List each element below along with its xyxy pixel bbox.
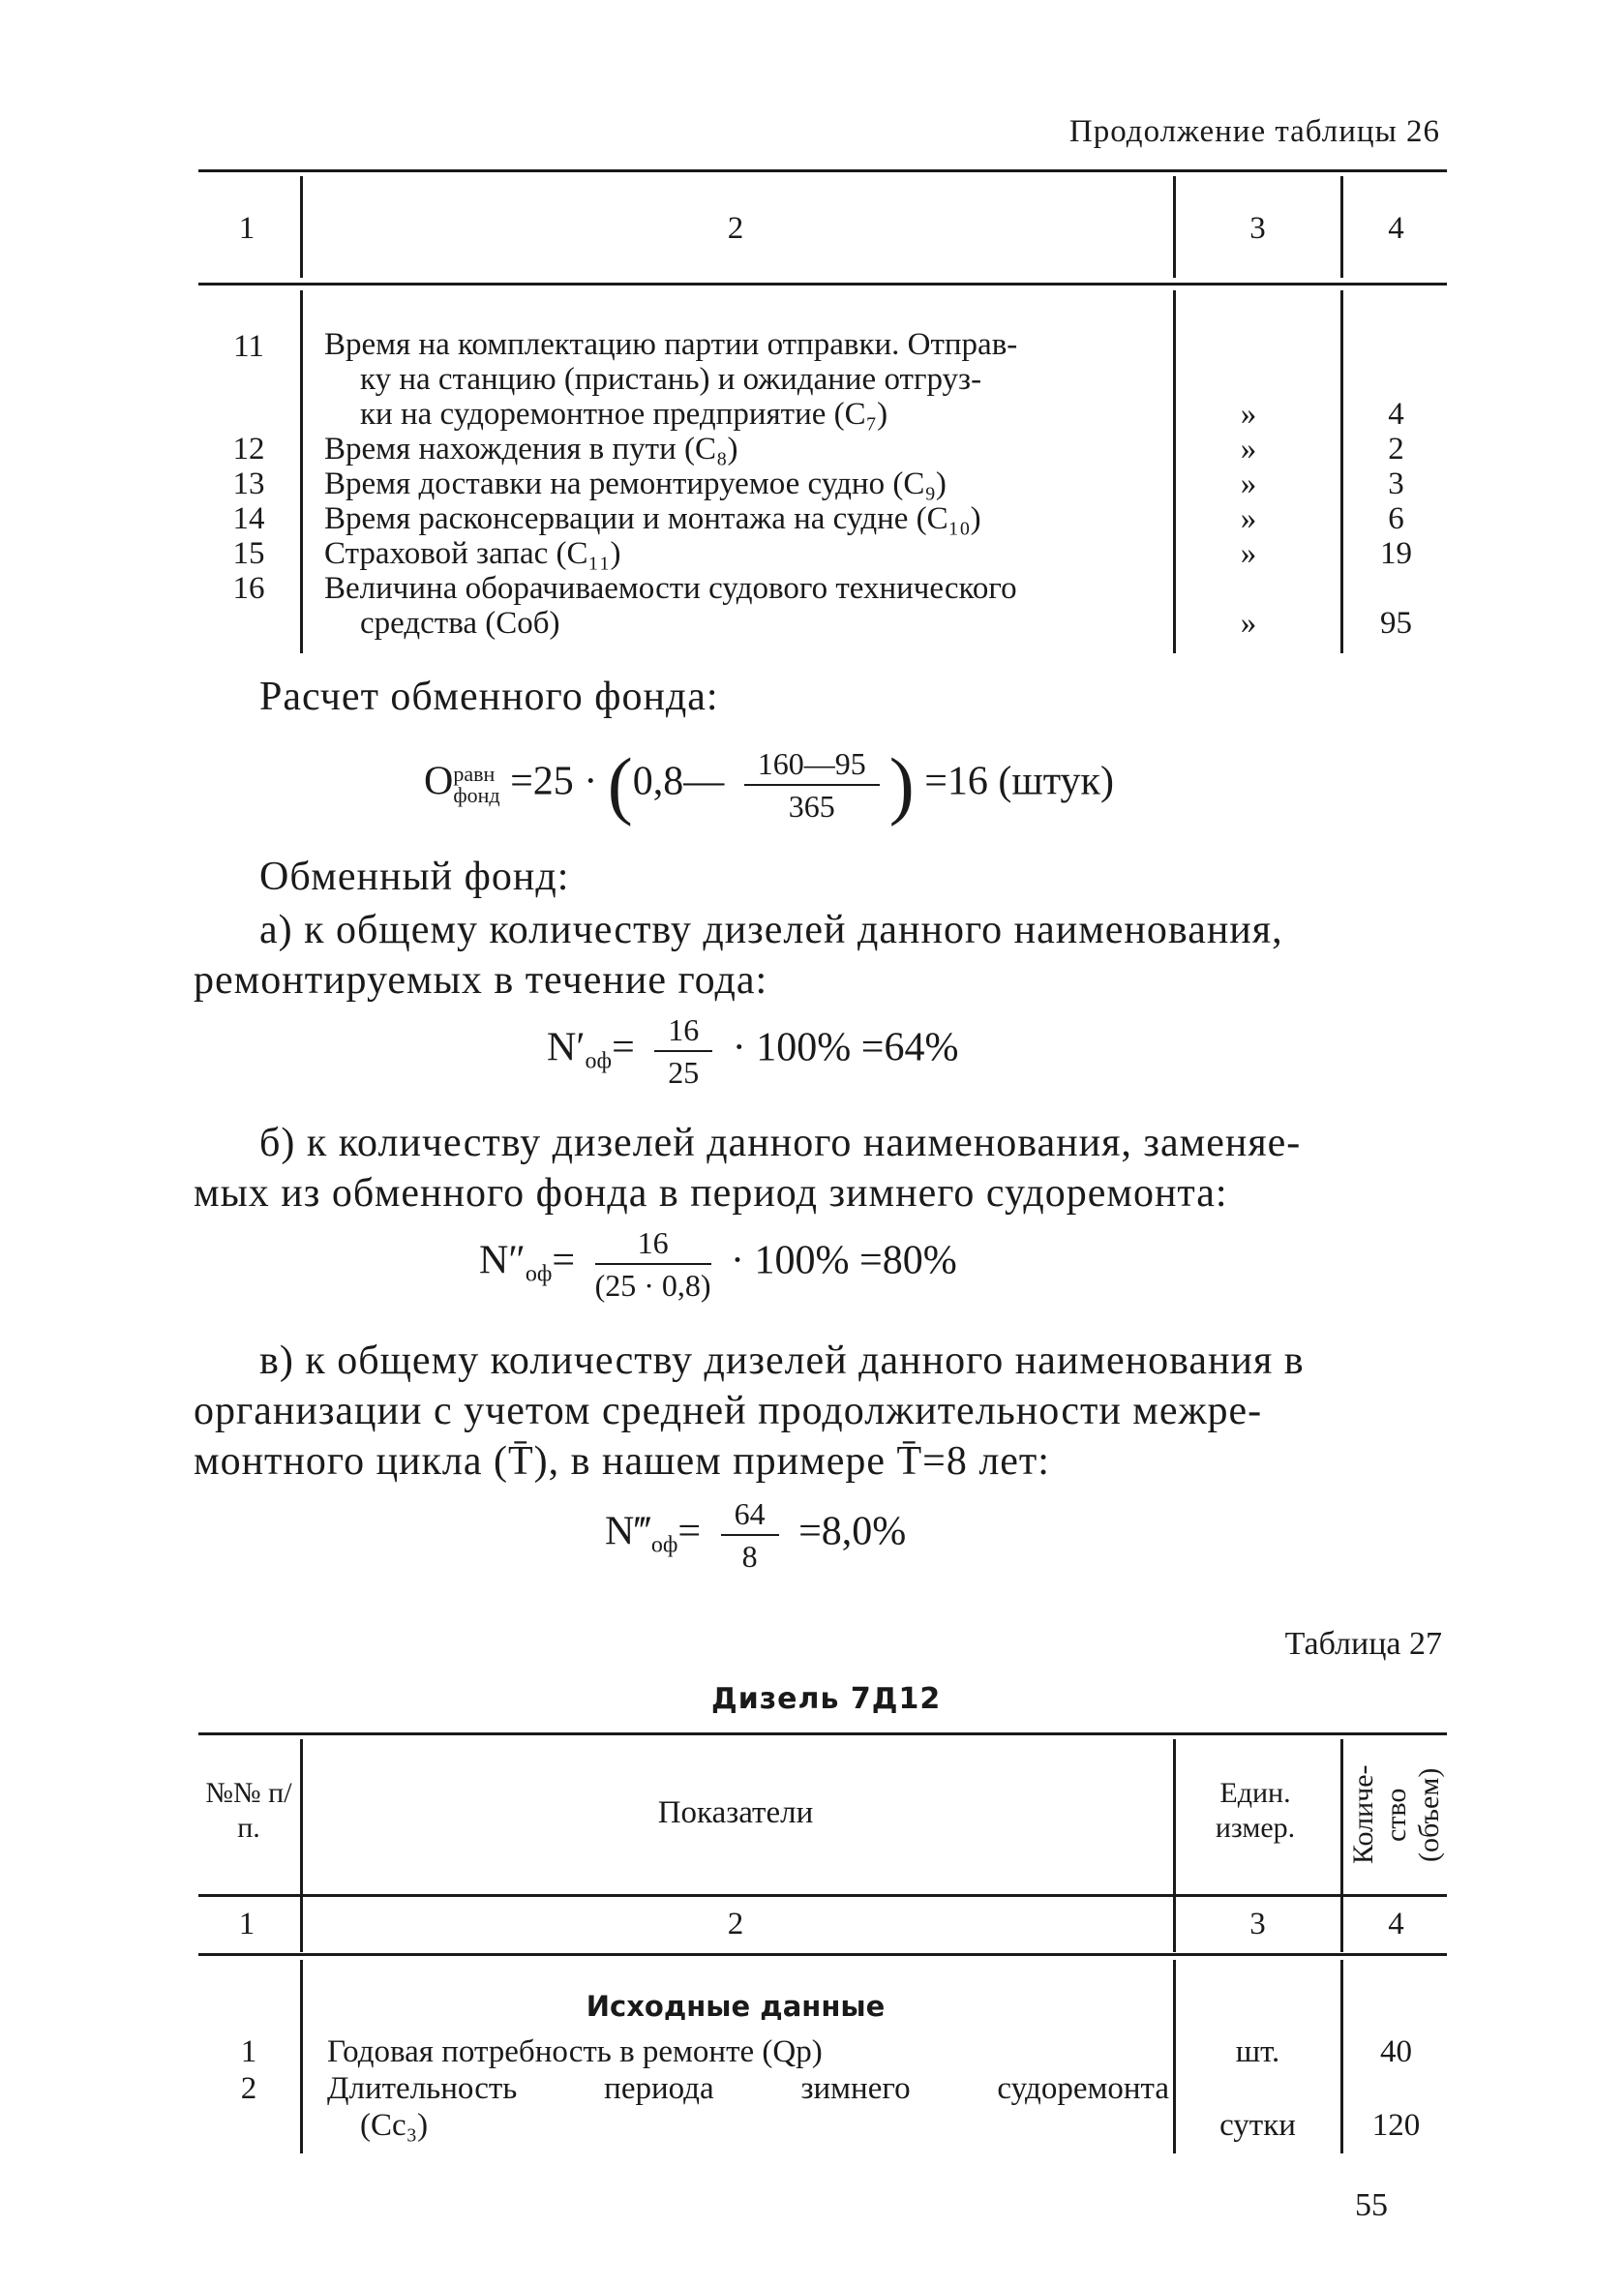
fraction: $\frac{160—95}{365}$ — [744, 745, 880, 825]
row-text: Время расконсервации и монтажа на судне (C₁₀) — [324, 501, 981, 536]
fraction: $\frac{16}{(25 \cdot 0,8)}$ — [594, 1225, 711, 1303]
formula-eq: = — [552, 1238, 576, 1283]
item-c-line: монтного цикла (T̄), в нашем примере T̄=8 лет: — [194, 1439, 1050, 1484]
exchange-title: Обменный фонд: — [259, 855, 570, 899]
column-header: 3 — [1249, 211, 1266, 246]
formula-a — [547, 1011, 958, 1091]
row-text: Годовая потребность в ремонте (Qр) — [327, 2034, 823, 2069]
row-number: 11 — [233, 329, 264, 364]
row-text: Величина оборачиваемости судового технического — [324, 571, 1017, 606]
page-number: 55 — [1355, 2187, 1388, 2223]
row-unit: шт. — [1235, 2034, 1280, 2069]
divider — [1340, 176, 1343, 278]
item-b-line: мых из обменного фонда в период зимнего судоремонта: — [194, 1171, 1228, 1216]
fraction: $\frac{64}{8}$ — [721, 1495, 779, 1575]
row-value: 19 — [1380, 536, 1412, 571]
table-top-rule — [198, 169, 1447, 172]
table-number-rule — [198, 1953, 1447, 1956]
row-number: 15 — [232, 536, 265, 571]
row-number: 12 — [232, 432, 265, 466]
row-unit: » — [1240, 397, 1257, 432]
row-number: 16 — [232, 571, 265, 606]
formula-lhs: N′ — [547, 1025, 586, 1070]
row-value: 3 — [1388, 466, 1404, 501]
row-value: 40 — [1380, 2034, 1412, 2069]
divider — [300, 1960, 303, 2153]
column-header: 4 — [1388, 211, 1404, 246]
continuation-title: Продолжение таблицы 26 — [1068, 114, 1440, 149]
section-heading: Исходные данные — [586, 1990, 886, 2023]
divider — [300, 1739, 303, 1952]
row-text: Страховой запас (C₁₁) — [324, 536, 621, 571]
row-text: Время нахождения в пути (C₈) — [324, 432, 738, 466]
divider — [300, 290, 303, 653]
divider — [1340, 290, 1343, 653]
divider — [300, 176, 303, 278]
item-c-line: организации с учетом средней продолжительности межре- — [194, 1389, 1263, 1433]
table-27-title: Дизель 7Д12 — [711, 1682, 942, 1716]
formula-sub: оф — [585, 1048, 613, 1074]
divider — [1173, 176, 1176, 278]
formula-result: · 100% =80% — [731, 1238, 957, 1283]
formula-eq: = — [612, 1025, 635, 1070]
divider — [1173, 1739, 1176, 1952]
formula-c — [605, 1495, 906, 1575]
formula-index: равн фонд — [453, 762, 500, 807]
column-number: 1 — [238, 1907, 256, 1941]
paren-close: ) — [888, 742, 915, 827]
item-b-line: б) к количеству дизелей данного наименования, заменяе- — [259, 1121, 1302, 1165]
row-text: средства (Cоб) — [360, 606, 560, 641]
row-text: ки на судоремонтное предприятие (C₇) — [360, 397, 888, 432]
row-text: (Cс₃) — [360, 2108, 429, 2143]
formula-result: · 100% =64% — [732, 1025, 959, 1070]
table-top-rule — [198, 1732, 1447, 1735]
column-header: 2 — [727, 211, 744, 246]
formula-result: =8,0% — [798, 1509, 907, 1554]
row-text: Время на комплектацию партии отправки. Отправ- — [324, 327, 1018, 362]
table-27-label: Таблица 27 — [1284, 1626, 1442, 1662]
row-text: Длительность периода зимнего судоремонта — [327, 2071, 1169, 2106]
row-unit: » — [1240, 606, 1257, 641]
formula-sub: оф — [525, 1261, 553, 1287]
item-c-line: в) к общему количеству дизелей данного наименования в — [259, 1339, 1305, 1383]
column-header: Количе- ство (объем) — [1347, 1764, 1445, 1865]
divider — [1173, 290, 1176, 653]
column-header: №№ п/п. — [205, 1777, 292, 1844]
table-header-rule — [198, 1894, 1447, 1897]
formula-mid: =25 · — [510, 759, 598, 804]
divider — [1173, 1960, 1176, 2153]
row-number: 14 — [232, 501, 265, 536]
row-number: 13 — [232, 466, 265, 501]
row-text: Время доставки на ремонтируемое судно (C₉) — [324, 466, 947, 501]
column-number: 3 — [1249, 1907, 1266, 1941]
formula-result: =16 (штук) — [924, 759, 1114, 804]
formula-inner: 0,8— — [632, 759, 725, 804]
row-unit: » — [1240, 501, 1257, 536]
divider — [1340, 1960, 1343, 2153]
formula-lhs: N‴ — [605, 1509, 651, 1554]
row-unit: » — [1240, 432, 1257, 466]
item-a-line: а) к общему количеству дизелей данного наименования, — [259, 908, 1283, 952]
formula-lhs: N″ — [479, 1238, 526, 1283]
column-header: 1 — [238, 211, 256, 246]
row-number: 2 — [240, 2071, 257, 2106]
formula-b — [479, 1224, 957, 1304]
row-unit: сутки — [1219, 2108, 1296, 2143]
fraction: $\frac{16}{25}$ — [654, 1011, 712, 1091]
table-header-rule — [198, 283, 1447, 286]
column-header: Показатели — [657, 1795, 814, 1830]
row-value: 120 — [1371, 2108, 1421, 2143]
divider — [1340, 1739, 1343, 1952]
paren-open: ( — [607, 742, 633, 827]
formula-sub: оф — [650, 1532, 678, 1558]
row-unit: » — [1240, 466, 1257, 501]
column-header: Един. измер. — [1215, 1777, 1296, 1844]
row-number: 1 — [240, 2034, 257, 2069]
row-value: 2 — [1388, 432, 1404, 466]
column-number: 4 — [1388, 1907, 1404, 1941]
row-value: 95 — [1380, 606, 1412, 641]
formula-exchange-fund — [424, 742, 1114, 827]
row-unit: » — [1240, 536, 1257, 571]
formula-lhs: O — [424, 759, 454, 804]
column-number: 2 — [727, 1907, 744, 1941]
row-value: 6 — [1388, 501, 1404, 536]
formula-eq: = — [677, 1509, 702, 1554]
row-text: ку на станцию (пристань) и ожидание отгруз- — [360, 362, 982, 397]
calc-title: Расчет обменного фонда: — [259, 675, 719, 719]
item-a-line: ремонтируемых в течение года: — [194, 958, 768, 1003]
row-value: 4 — [1388, 397, 1404, 432]
